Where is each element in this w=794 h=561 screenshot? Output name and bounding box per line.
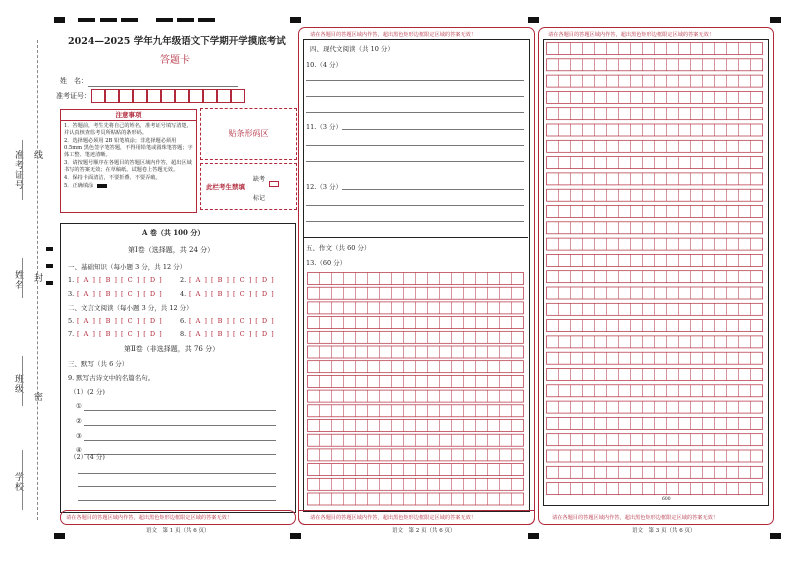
barcode-area bbox=[200, 108, 297, 160]
answer-line[interactable] bbox=[78, 486, 276, 487]
side-mark bbox=[46, 247, 53, 251]
absent-mark-bottom: 标记 bbox=[253, 195, 266, 202]
p1-footer-warning: 请在各题目的答题区域内作答，超出黑色矩形边框限定区域的答案无效！ bbox=[66, 515, 233, 521]
answer-line[interactable] bbox=[306, 221, 524, 222]
answer-line[interactable] bbox=[306, 205, 524, 206]
timing-mark bbox=[121, 18, 138, 22]
q2-num: 2. bbox=[180, 276, 187, 284]
q9-2-label: （2）(4 分) bbox=[70, 453, 105, 461]
q5-num: 5. bbox=[68, 317, 75, 325]
q9-title: 9. 默写古诗文中的名篇名句。 bbox=[68, 374, 155, 382]
answer-line[interactable] bbox=[78, 500, 276, 501]
absent-label: 此栏考生禁填 bbox=[206, 183, 245, 191]
binding-label-id: 准考证号 bbox=[13, 150, 23, 190]
p2-top-warning: 请在各题目的答题区域内作答，超出黑色矩形边框限定区域的答案无效！ bbox=[310, 32, 477, 38]
q7-num: 7. bbox=[68, 330, 75, 338]
timing-mark bbox=[770, 17, 781, 23]
notice-item: 3．请按题号顺序在各题目的答题区域内作答，超出区域书写的答案无效；在草稿纸、试题卷上答题无效。 bbox=[64, 160, 192, 173]
timing-mark bbox=[528, 533, 539, 539]
answer-line[interactable] bbox=[306, 145, 524, 146]
section-a-title: A 卷（共 100 分） bbox=[142, 228, 205, 237]
p3-page-label: 语文 第 3 页（共 6 页） bbox=[632, 528, 696, 534]
exam-title: 2024—2025 学年九年级语文下学期开学摸底考试 bbox=[68, 36, 286, 47]
timing-mark bbox=[54, 533, 65, 539]
timing-mark bbox=[528, 17, 539, 23]
binding-label-name: 姓名 bbox=[13, 270, 23, 290]
binding-underline bbox=[22, 140, 23, 200]
circle-1: ① bbox=[76, 402, 82, 410]
timing-mark bbox=[290, 17, 301, 23]
notice-item bbox=[64, 183, 193, 190]
p3-footer-warning: 请在各题目的答题区域内作答，超出黑色矩形边框限定区域的答案无效！ bbox=[552, 515, 719, 521]
timing-mark bbox=[177, 18, 194, 22]
notice-item: 2．选择题必须用 2B 铅笔填涂；非选择题必须用 0.5mm 黑色签字笔答题，不得用铅笔或圆珠笔答题；字体工整、笔迹清晰。 bbox=[64, 138, 193, 158]
binding-label-seal: 封 bbox=[32, 273, 42, 283]
timing-mark bbox=[156, 18, 173, 22]
sec4-title: 四、现代文阅读（共 10 分） bbox=[310, 45, 394, 53]
id-boxes[interactable] bbox=[91, 89, 241, 103]
grid-svg[interactable] bbox=[307, 272, 524, 507]
q11-label: 11.（3 分） bbox=[306, 123, 343, 131]
answer-line[interactable] bbox=[84, 454, 276, 455]
answer-sheet-title: 答题卡 bbox=[160, 55, 190, 66]
q5-options[interactable]: [ A ] [ B ] [ C ] [ D ] bbox=[77, 317, 163, 325]
notice-title: 注意事项 bbox=[61, 110, 196, 121]
answer-line[interactable] bbox=[342, 189, 524, 190]
p3-top-warning: 请在各题目的答题区域内作答，超出黑色矩形边框限定区域的答案无效！ bbox=[548, 32, 715, 38]
part2-title: 第Ⅱ卷（非选择题，共 76 分） bbox=[124, 345, 220, 353]
q10-label: 10.（4 分） bbox=[306, 61, 343, 69]
absent-mark-top: 缺考 bbox=[253, 176, 266, 183]
answer-line[interactable] bbox=[306, 80, 524, 81]
notice-item: 1．答题前，考生先将自己的姓名，准考证号填写清楚，并认真核查监考员所粘贴的条形码。 bbox=[64, 123, 192, 136]
q8-options[interactable]: [ A ] [ B ] [ C ] [ D ] bbox=[189, 330, 275, 338]
word-count-600: 600 bbox=[662, 497, 671, 502]
q9-1-label: （1）(2 分) bbox=[70, 388, 105, 396]
timing-mark bbox=[290, 533, 301, 539]
name-field[interactable] bbox=[88, 86, 238, 87]
p2-footer-warning: 请在各题目的答题区域内作答，超出黑色矩形边框限定区域的答案无效！ bbox=[310, 515, 477, 521]
q1-options[interactable]: [ A ] [ B ] [ C ] [ D ] bbox=[77, 276, 163, 284]
q2-options[interactable]: [ A ] [ B ] [ C ] [ D ] bbox=[189, 276, 275, 284]
circle-4: ④ bbox=[76, 446, 82, 454]
timing-mark bbox=[100, 18, 117, 22]
binding-underline bbox=[22, 450, 23, 510]
essay-grid-p3[interactable] bbox=[546, 42, 764, 500]
sec5-title: 五、作文（共 60 分） bbox=[306, 244, 371, 252]
answer-line[interactable] bbox=[78, 473, 276, 474]
circle-2: ② bbox=[76, 417, 82, 425]
binding-label-line: 线 bbox=[32, 150, 42, 160]
binding-underline bbox=[22, 258, 23, 298]
answer-line[interactable] bbox=[84, 410, 276, 411]
binding-label-school: 学校 bbox=[13, 472, 23, 492]
q3-options[interactable]: [ A ] [ B ] [ C ] [ D ] bbox=[77, 290, 163, 298]
p2-page-label: 语文 第 2 页（共 6 页） bbox=[392, 528, 456, 534]
answer-line[interactable] bbox=[306, 161, 524, 162]
side-mark bbox=[46, 264, 53, 268]
sec1-title: 一、基础知识（每小题 3 分，共 12 分） bbox=[68, 263, 187, 271]
binding-underline bbox=[22, 356, 23, 406]
answer-line[interactable] bbox=[84, 440, 276, 441]
q8-num: 8. bbox=[180, 330, 187, 338]
q6-num: 6. bbox=[180, 317, 187, 325]
side-mark bbox=[46, 281, 53, 285]
q3-num: 3. bbox=[68, 290, 75, 298]
notice-item: 4．保持卡面清洁，不要折叠、不要弄破。 bbox=[64, 175, 161, 181]
timing-mark bbox=[78, 18, 95, 22]
sec3-title: 三、默写（共 6 分） bbox=[68, 360, 129, 368]
grid-svg[interactable] bbox=[546, 42, 763, 498]
binding-label-secret: 密 bbox=[32, 392, 42, 402]
q7-options[interactable]: [ A ] [ B ] [ C ] [ D ] bbox=[77, 330, 163, 338]
absent-area bbox=[200, 163, 297, 210]
barcode-label: 贴条形码区 bbox=[228, 129, 269, 138]
q12-label: 12.（3 分） bbox=[306, 183, 343, 191]
timing-mark bbox=[54, 17, 65, 23]
q4-num: 4. bbox=[180, 290, 187, 298]
sec2-title: 二、文言文阅读（每小题 3 分，共 12 分） bbox=[68, 304, 193, 312]
circle-3: ③ bbox=[76, 432, 82, 440]
binding-label-class: 班级 bbox=[13, 374, 23, 394]
answer-line[interactable] bbox=[342, 129, 524, 130]
q1-num: 1. bbox=[68, 276, 75, 284]
section-divider bbox=[303, 237, 528, 238]
part1-title: 第Ⅰ卷（选择题，共 24 分） bbox=[128, 246, 215, 254]
answer-line[interactable] bbox=[84, 425, 276, 426]
q6-options[interactable]: [ A ] [ B ] [ C ] [ D ] bbox=[189, 317, 275, 325]
notice-box bbox=[60, 109, 197, 213]
answer-line[interactable] bbox=[306, 112, 524, 113]
timing-mark bbox=[198, 18, 215, 22]
absent-checkbox[interactable] bbox=[269, 181, 279, 187]
q13-label: 13.（60 分） bbox=[306, 259, 347, 267]
name-label: 姓 名： bbox=[60, 77, 88, 85]
notice-item-label: 5．正确填涂 bbox=[64, 183, 94, 189]
id-label: 准考证号： bbox=[56, 92, 91, 100]
filled-sample bbox=[97, 184, 107, 188]
q4-options[interactable]: [ A ] [ B ] [ C ] [ D ] bbox=[189, 290, 275, 298]
p1-page-label: 语文 第 1 页（共 6 页） bbox=[146, 528, 210, 534]
timing-mark bbox=[770, 533, 781, 539]
essay-grid-p2[interactable] bbox=[307, 272, 523, 508]
answer-line[interactable] bbox=[306, 96, 524, 97]
